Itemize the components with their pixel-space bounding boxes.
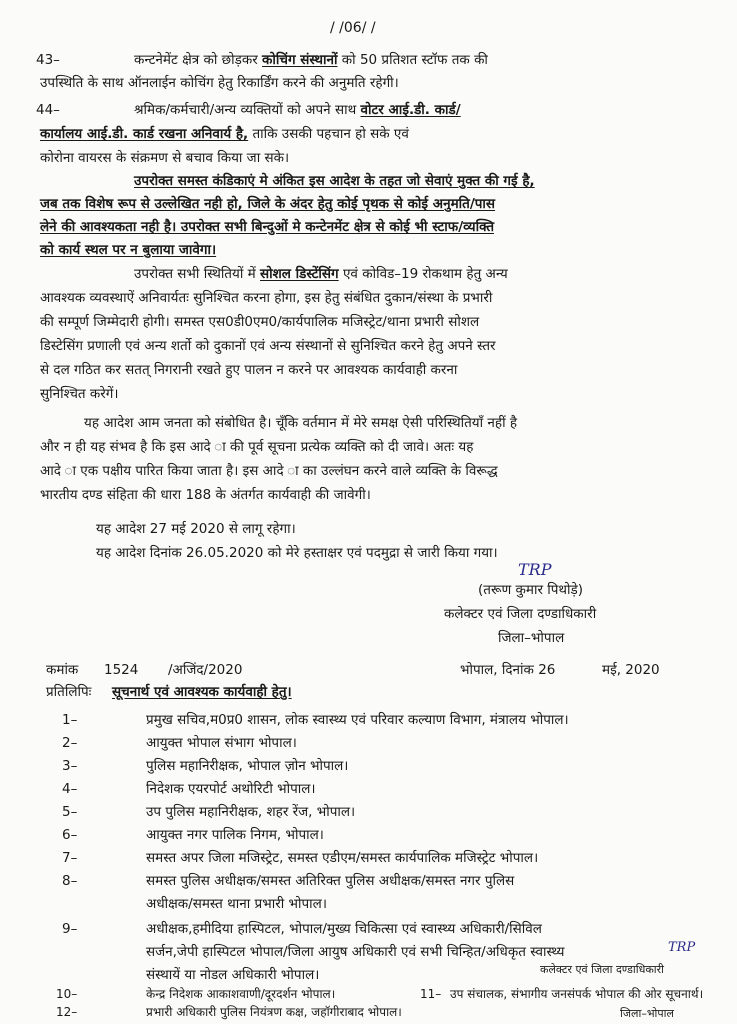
recipient-text: समस्त अपर जिला मजिस्ट्रेट, समस्त एडीएम/समस्त कार्यपालिक मजिस्ट्रेट भोपाल।	[146, 850, 539, 866]
clause-43-line1: कन्टनेमेंट क्षेत्र को छोड़कर कोचिंग संस्थानों को 50 प्रतिशत स्टॉफ तक की	[134, 52, 488, 68]
coaching-institutes-text: कोचिंग संस्थानों	[262, 52, 338, 68]
exempt-line3: लेने की आवश्यकता नही है। उपरोक्त सभी बिन्दुओं मे कन्टेनमेंट क्षेत्र से कोई भी स्टाफ/व्यक्ति	[40, 219, 495, 235]
clause-43-line2: उपस्थिति के साथ ऑनलाईन कोचिंग हेतु रिकार्डिंग करने की अनुमति रहेगी।	[40, 75, 399, 91]
recipient-number: 10–	[56, 987, 78, 1001]
office-id-text: कार्यालय आई.डी. कार्ड रखना अनिवार्य है,	[40, 126, 249, 142]
social-line2: आवश्यक व्यवस्थाऐं अनिवार्यतः सुनिश्चित करना होगा, इस हेतु संबंधित दुकान/संस्था के प्रभारी	[40, 290, 493, 306]
recipient-text: आयुक्त नगर पालिक निगम, भोपाल।	[146, 827, 324, 843]
signature-initials-1: TRP	[518, 560, 552, 579]
recipient-text: पुलिस महानिरीक्षक, भोपाल ज़ोन भोपाल।	[146, 758, 349, 774]
signatory-district-1: जिला–भोपाल	[498, 630, 565, 646]
clause-44-line1: श्रमिक/कर्मचारी/अन्य व्यक्तियों को अपने साथ वोटर आई.डी. कार्ड/	[134, 102, 461, 118]
social-line1: उपरोक्त सभी स्थितियों में सोशल डिस्टेंसिंग एवं कोविड–19 रोकथाम हेतु अन्य	[134, 266, 508, 282]
recipient-text: उप संचालक, संभागीय जनसंपर्क भोपाल की ओर सूचनार्थ।	[450, 987, 704, 1001]
public-line1: यह आदेश आम जनता को संबोधित है। चूँकि वर्तमान में मेरे समक्ष ऐसी परिस्थितियॉं नहीं है	[84, 415, 518, 431]
clause-44-line3: कोरोना वायरस के संक्रमण से बचाव किया जा सके।	[40, 150, 290, 166]
recipient-number: 3–	[62, 758, 78, 774]
recipient-number: 8–	[62, 873, 78, 889]
place-date: भोपाल, दिनांक 26	[460, 662, 556, 678]
exempt-line2: जब तक विशेष रूप से उल्लेखित नही हो, जिले के अंदर हेतु कोई पृथक से कोई अनुमति/पास	[40, 196, 496, 212]
recipient-text: सर्जन,जेपी हास्पिटल भोपाल/जिला आयुष अधिकारी एवं सभी चिन्हित/अधिकृत स्वास्थ्य	[146, 944, 565, 960]
kramank-suffix: /अजिंद/2020	[168, 662, 243, 678]
social-line5: से दल गठित कर सतत् निगरानी रखते हुए पालन न करने पर आवश्यक कार्यवाही करना	[40, 362, 458, 378]
page-number: / /06/ /	[330, 20, 376, 36]
social-line3: की सम्पूर्ण जिम्मेदारी होगी। समस्त एस0डी0एम0/कार्यपालिक मजिस्ट्रेट/थाना प्रभारी सोशल	[40, 314, 480, 330]
signatory-title-2: कलेक्टर एवं जिला दण्डाधिकारी	[540, 963, 665, 976]
social-line6: सुनिश्चित करेगें।	[40, 386, 119, 402]
public-line4: भारतीय दण्ड संहिता की धारा 188 के अंतर्गत कार्यवाही की जावेगी।	[40, 487, 371, 503]
signature-initials-2: TRP	[668, 940, 696, 955]
social-line4: डिस्टेसिंग प्रणाली एवं अन्य शर्तो को दुकानों एवं अन्य संस्थानों से सुनिश्चित करने हेतु अपने स्तर	[40, 338, 496, 354]
recipient-number: 2–	[62, 735, 78, 751]
exempt-line1: उपरोक्त समस्त कंडिकाएं मे अंकित इस आदेश के तहत जो सेवाएं मुक्त की गई है,	[134, 173, 535, 189]
clause-43-number: 43–	[36, 52, 60, 68]
copy-purpose: सूचनार्थ एवं आवश्यक कार्यवाही हेतु।	[112, 684, 292, 700]
voter-id-text: वोटर आई.डी. कार्ड/	[360, 102, 461, 118]
recipient-number: 11–	[420, 987, 442, 1001]
recipient-number: 6–	[62, 827, 78, 843]
recipient-text: समस्त पुलिस अधीक्षक/समस्त अतिरिक्त पुलिस अधीक्षक/समस्त नगर पुलिस	[146, 873, 515, 889]
recipient-text: आयुक्त भोपाल संभाग भोपाल।	[146, 735, 297, 751]
recipient-number: 7–	[62, 850, 78, 866]
recipient-number: 4–	[62, 781, 78, 797]
kramank-number: 1524	[104, 662, 139, 678]
social-distancing-text: सोशल डिस्टेंसिंग	[260, 266, 339, 282]
recipient-text: अधीक्षक/समस्त थाना प्रभारी भोपाल।	[146, 896, 327, 912]
effective-line1: यह आदेश 27 मई 2020 से लागू रहेगा।	[96, 521, 296, 537]
public-line3: आदे ा एक पक्षीय पारित किया जाता है। इस आदे ा का उल्लंघन करने वाले व्यक्ति के विरूद्ध	[40, 463, 498, 479]
recipient-text: प्रभारी अधिकारी पुलिस नियंत्रण कक्ष, जहॉगीराबाद भोपाल।	[146, 1005, 402, 1019]
effective-line2: यह आदेश दिनांक 26.05.2020 को मेरे हस्ताक्षर एवं पदमुद्रा से जारी किया गया।	[96, 545, 498, 561]
recipient-text: संस्थायें या नोडल अधिकारी भोपाल।	[146, 967, 320, 983]
copy-label: प्रतिलिपिः	[46, 684, 92, 700]
recipient-text: केन्द्र निदेशक आकाशवाणी/दूरदर्शन भोपाल।	[146, 987, 336, 1001]
clause-44-number: 44–	[36, 102, 60, 118]
exempt-line4: को कार्य स्थल पर न बुलाया जावेगा।	[40, 242, 217, 258]
recipient-text: अधीक्षक,हमीदिया हास्पिटल, भोपाल/मुख्य चिकित्सा एवं स्वास्थ्य अधिकारी/सिविल	[146, 921, 542, 937]
kramank-label: कमांक	[46, 662, 79, 678]
recipient-number: 1–	[62, 712, 78, 728]
month-year: मई, 2020	[602, 662, 660, 678]
clause-44-line2: कार्यालय आई.डी. कार्ड रखना अनिवार्य है, ताकि उसकी पहचान हो सके एवं	[40, 126, 409, 142]
recipient-text: प्रमुख सचिव,म0प्र0 शासन, लोक स्वास्थ्य एवं परिवार कल्याण विभाग, मंत्रालय भोपाल।	[146, 712, 569, 728]
recipient-number: 9–	[62, 921, 78, 937]
recipient-text: उप पुलिस महानिरीक्षक, शहर रेंज, भोपाल।	[146, 804, 356, 820]
signatory-name: (तरूण कुमार पिथोड़े)	[478, 582, 584, 598]
recipient-text: निदेशक एयरपोर्ट अथोरिटी भोपाल।	[146, 781, 316, 797]
signatory-district-2: जिला–भोपाल	[620, 1007, 674, 1020]
recipient-number: 5–	[62, 804, 78, 820]
public-line2: और न ही यह संभव है कि इस आदे ा की पूर्व सूचना प्रत्येक व्यक्ति को दी जावे। अतः यह	[40, 439, 474, 455]
recipient-number: 12–	[56, 1005, 78, 1019]
signatory-title-1: कलेक्टर एवं जिला दण्डाधिकारी	[444, 606, 597, 622]
